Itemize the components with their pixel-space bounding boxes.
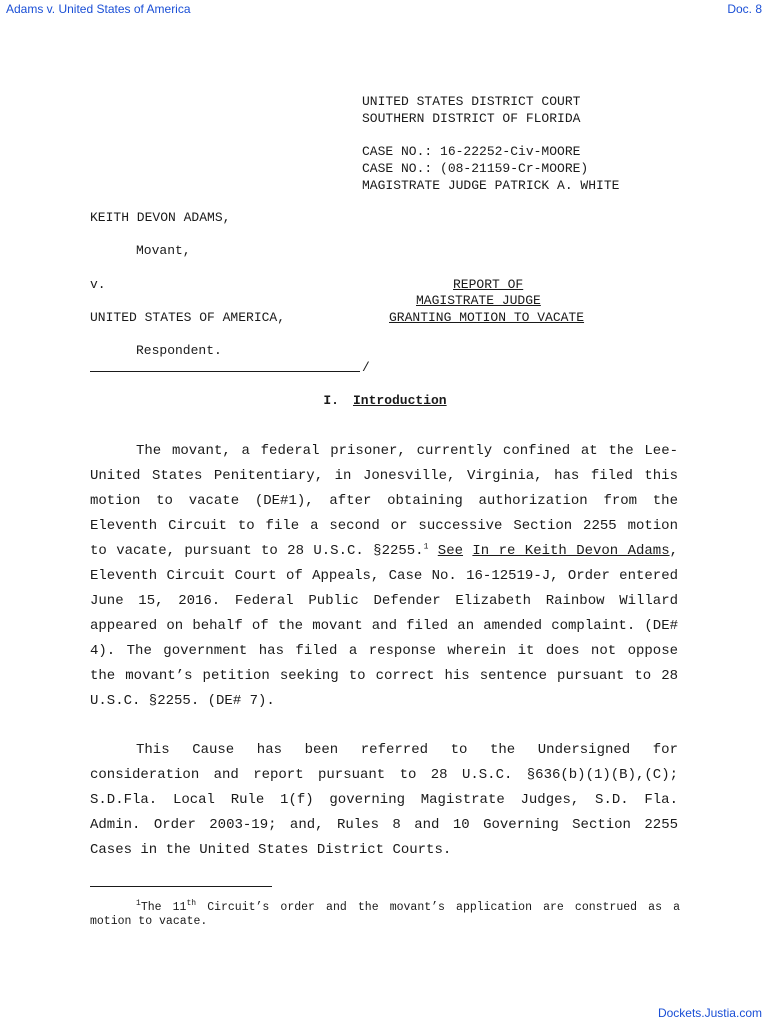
footnote-rule xyxy=(90,886,272,887)
footnote-superscript: th xyxy=(186,899,197,909)
section-title: Introduction xyxy=(352,393,447,408)
signal-see: See xyxy=(437,543,464,559)
respondent-role: Respondent. xyxy=(136,343,222,358)
case-citation: In re Keith Devon Adams xyxy=(472,543,670,559)
paragraph-referral: This Cause has been referred to the Undersigned for consideration and report pursuant to 28 U.S.C. §636(b)(1)(B),(C); S.D.Fla. Local Rule 1(f) governing Magistrate Judges, S.D. Fla. Admin. Order 2003-19; and, Rules 8 and 10 Governing Section 2255 Cases in the United States District Courts. xyxy=(90,742,678,858)
footnote-text-a: The 11 xyxy=(140,901,187,914)
case-number-cr: CASE NO.: (08-21159-Cr-MOORE) xyxy=(362,161,589,176)
footnote-text-b: Circuit’s order and the movant’s application are construed as a motion to vacate. xyxy=(90,901,680,928)
court-name: UNITED STATES DISTRICT COURT xyxy=(362,94,581,109)
report-title-line2: MAGISTRATE JUDGE xyxy=(416,293,541,308)
report-title-line1: REPORT OF xyxy=(453,277,524,292)
magistrate-judge: MAGISTRATE JUDGE PATRICK A. WHITE xyxy=(362,178,620,193)
case-title-link[interactable]: Adams v. United States of America xyxy=(6,2,191,16)
paragraph1-text-a: The movant, a federal prisoner, currently confined at the Lee-United States Penitentiary, in Jonesville, Virginia, has filed this motion to vacate (DE#1), after obtaining authorization from the Eleventh Circuit to file a second or successive Section 2255 motion to vacate, pursuant to 28 U.S.C. §2255. xyxy=(90,443,678,559)
paragraph1-text-b: , Eleventh Circuit Court of Appeals, Case No. 16-12519-J, Order entered June 15, 2016. Federal Public Defender Elizabeth Rainbow Willard appeared on behalf of the movant and filed an amended complaint. (DE# 4). The government has filed a response wherein it does not oppose the movant’s petition seeking to correct his sentence pursuant to 28 U.S.C. §2255. (DE# 7). xyxy=(90,543,678,709)
justia-link[interactable]: Dockets.Justia.com xyxy=(657,1006,762,1020)
caption-slash: / xyxy=(362,360,370,375)
section-heading xyxy=(0,393,770,408)
versus: v. xyxy=(90,277,106,292)
footnote-mark: 1 xyxy=(136,899,141,909)
section-number: I. xyxy=(323,393,339,408)
doc-number-link[interactable]: Doc. 8 xyxy=(727,2,762,16)
movant-role: Movant, xyxy=(136,243,191,258)
court-district: SOUTHERN DISTRICT OF FLORIDA xyxy=(362,111,581,126)
footnote-reference: 1 xyxy=(423,542,429,552)
caption-rule xyxy=(90,371,360,372)
movant-name: KEITH DEVON ADAMS, xyxy=(90,210,231,225)
paragraph-introduction xyxy=(90,439,678,714)
case-number-civ: CASE NO.: 16-22252-Civ-MOORE xyxy=(362,144,581,159)
footnote xyxy=(90,901,680,929)
respondent-name: UNITED STATES OF AMERICA, xyxy=(90,310,286,325)
report-title-line3: GRANTING MOTION TO VACATE xyxy=(389,310,585,325)
